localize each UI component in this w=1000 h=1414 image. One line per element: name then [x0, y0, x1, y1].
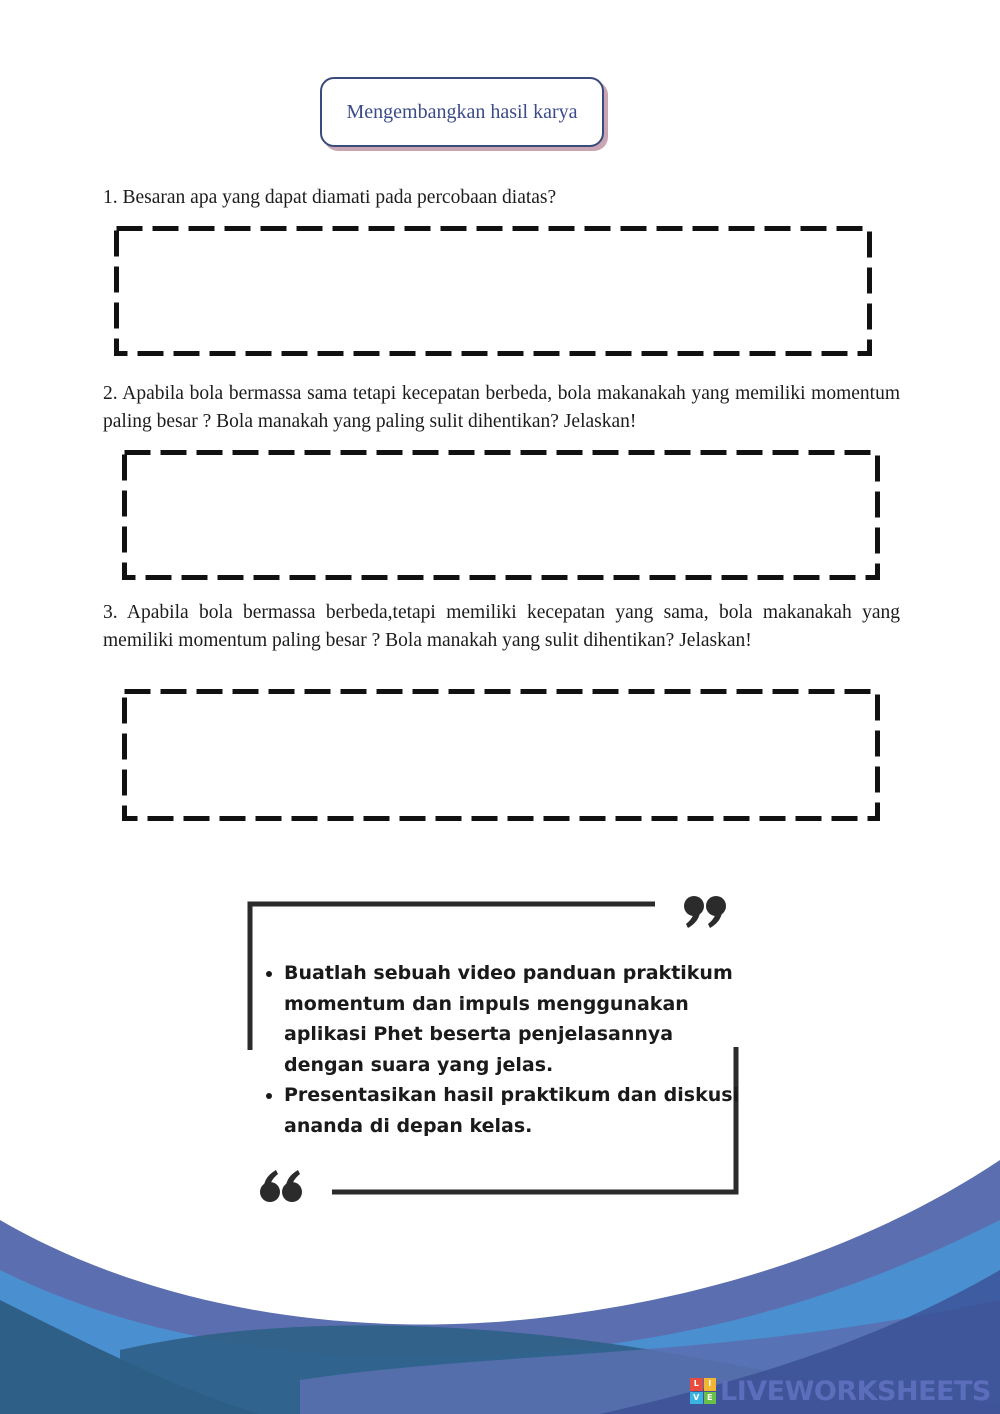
question-1: 1. Besaran apa yang dapat diamati pada percobaan diatas?: [103, 187, 557, 208]
closing-quote-icon: [684, 896, 726, 928]
liveworksheets-logo-icon: [690, 1378, 716, 1404]
question-3: 3. Apabila bola bermassa berbeda,tetapi memiliki kecepatan yang sama, bola makanakah yang memiliki momentum paling besar ? Bola manakah yang sulit dihentikan? Jelaskan!: [103, 602, 900, 651]
logo-letter-e: E: [704, 1392, 717, 1405]
question-2: 2. Apabila bola bermassa sama tetapi kecepatan berbeda, bola makanakah yang memiliki momentum paling besar ? Bola manakah yang paling sulit dihentikan? Jelaskan!: [103, 383, 900, 432]
task-list: [258, 958, 754, 1141]
task-item-1: • Buatlah sebuah video panduan praktikum momentum dan impuls menggunakan aplikasi Phet beserta penjelasannya dengan suara yang jelas.: [284, 958, 754, 1080]
section-title: Mengembangkan hasil karya: [346, 100, 578, 123]
task-item-2: • Presentasikan hasil praktikum dan diskusi ananda di depan kelas.: [284, 1080, 754, 1141]
logo-letter-l: L: [690, 1378, 703, 1391]
answer-box-2[interactable]: [122, 450, 880, 580]
answer-input-3[interactable]: [136, 701, 866, 809]
answer-box-1[interactable]: [114, 226, 872, 356]
answer-box-3[interactable]: [122, 689, 880, 821]
liveworksheets-watermark: [690, 1374, 991, 1408]
logo-letter-i: I: [704, 1378, 717, 1391]
logo-letter-v: V: [690, 1392, 703, 1405]
watermark-text: LIVEWORKSHEETS: [720, 1375, 991, 1407]
section-title-box: [320, 77, 604, 147]
answer-input-1[interactable]: [128, 238, 858, 344]
answer-input-2[interactable]: [136, 462, 866, 568]
